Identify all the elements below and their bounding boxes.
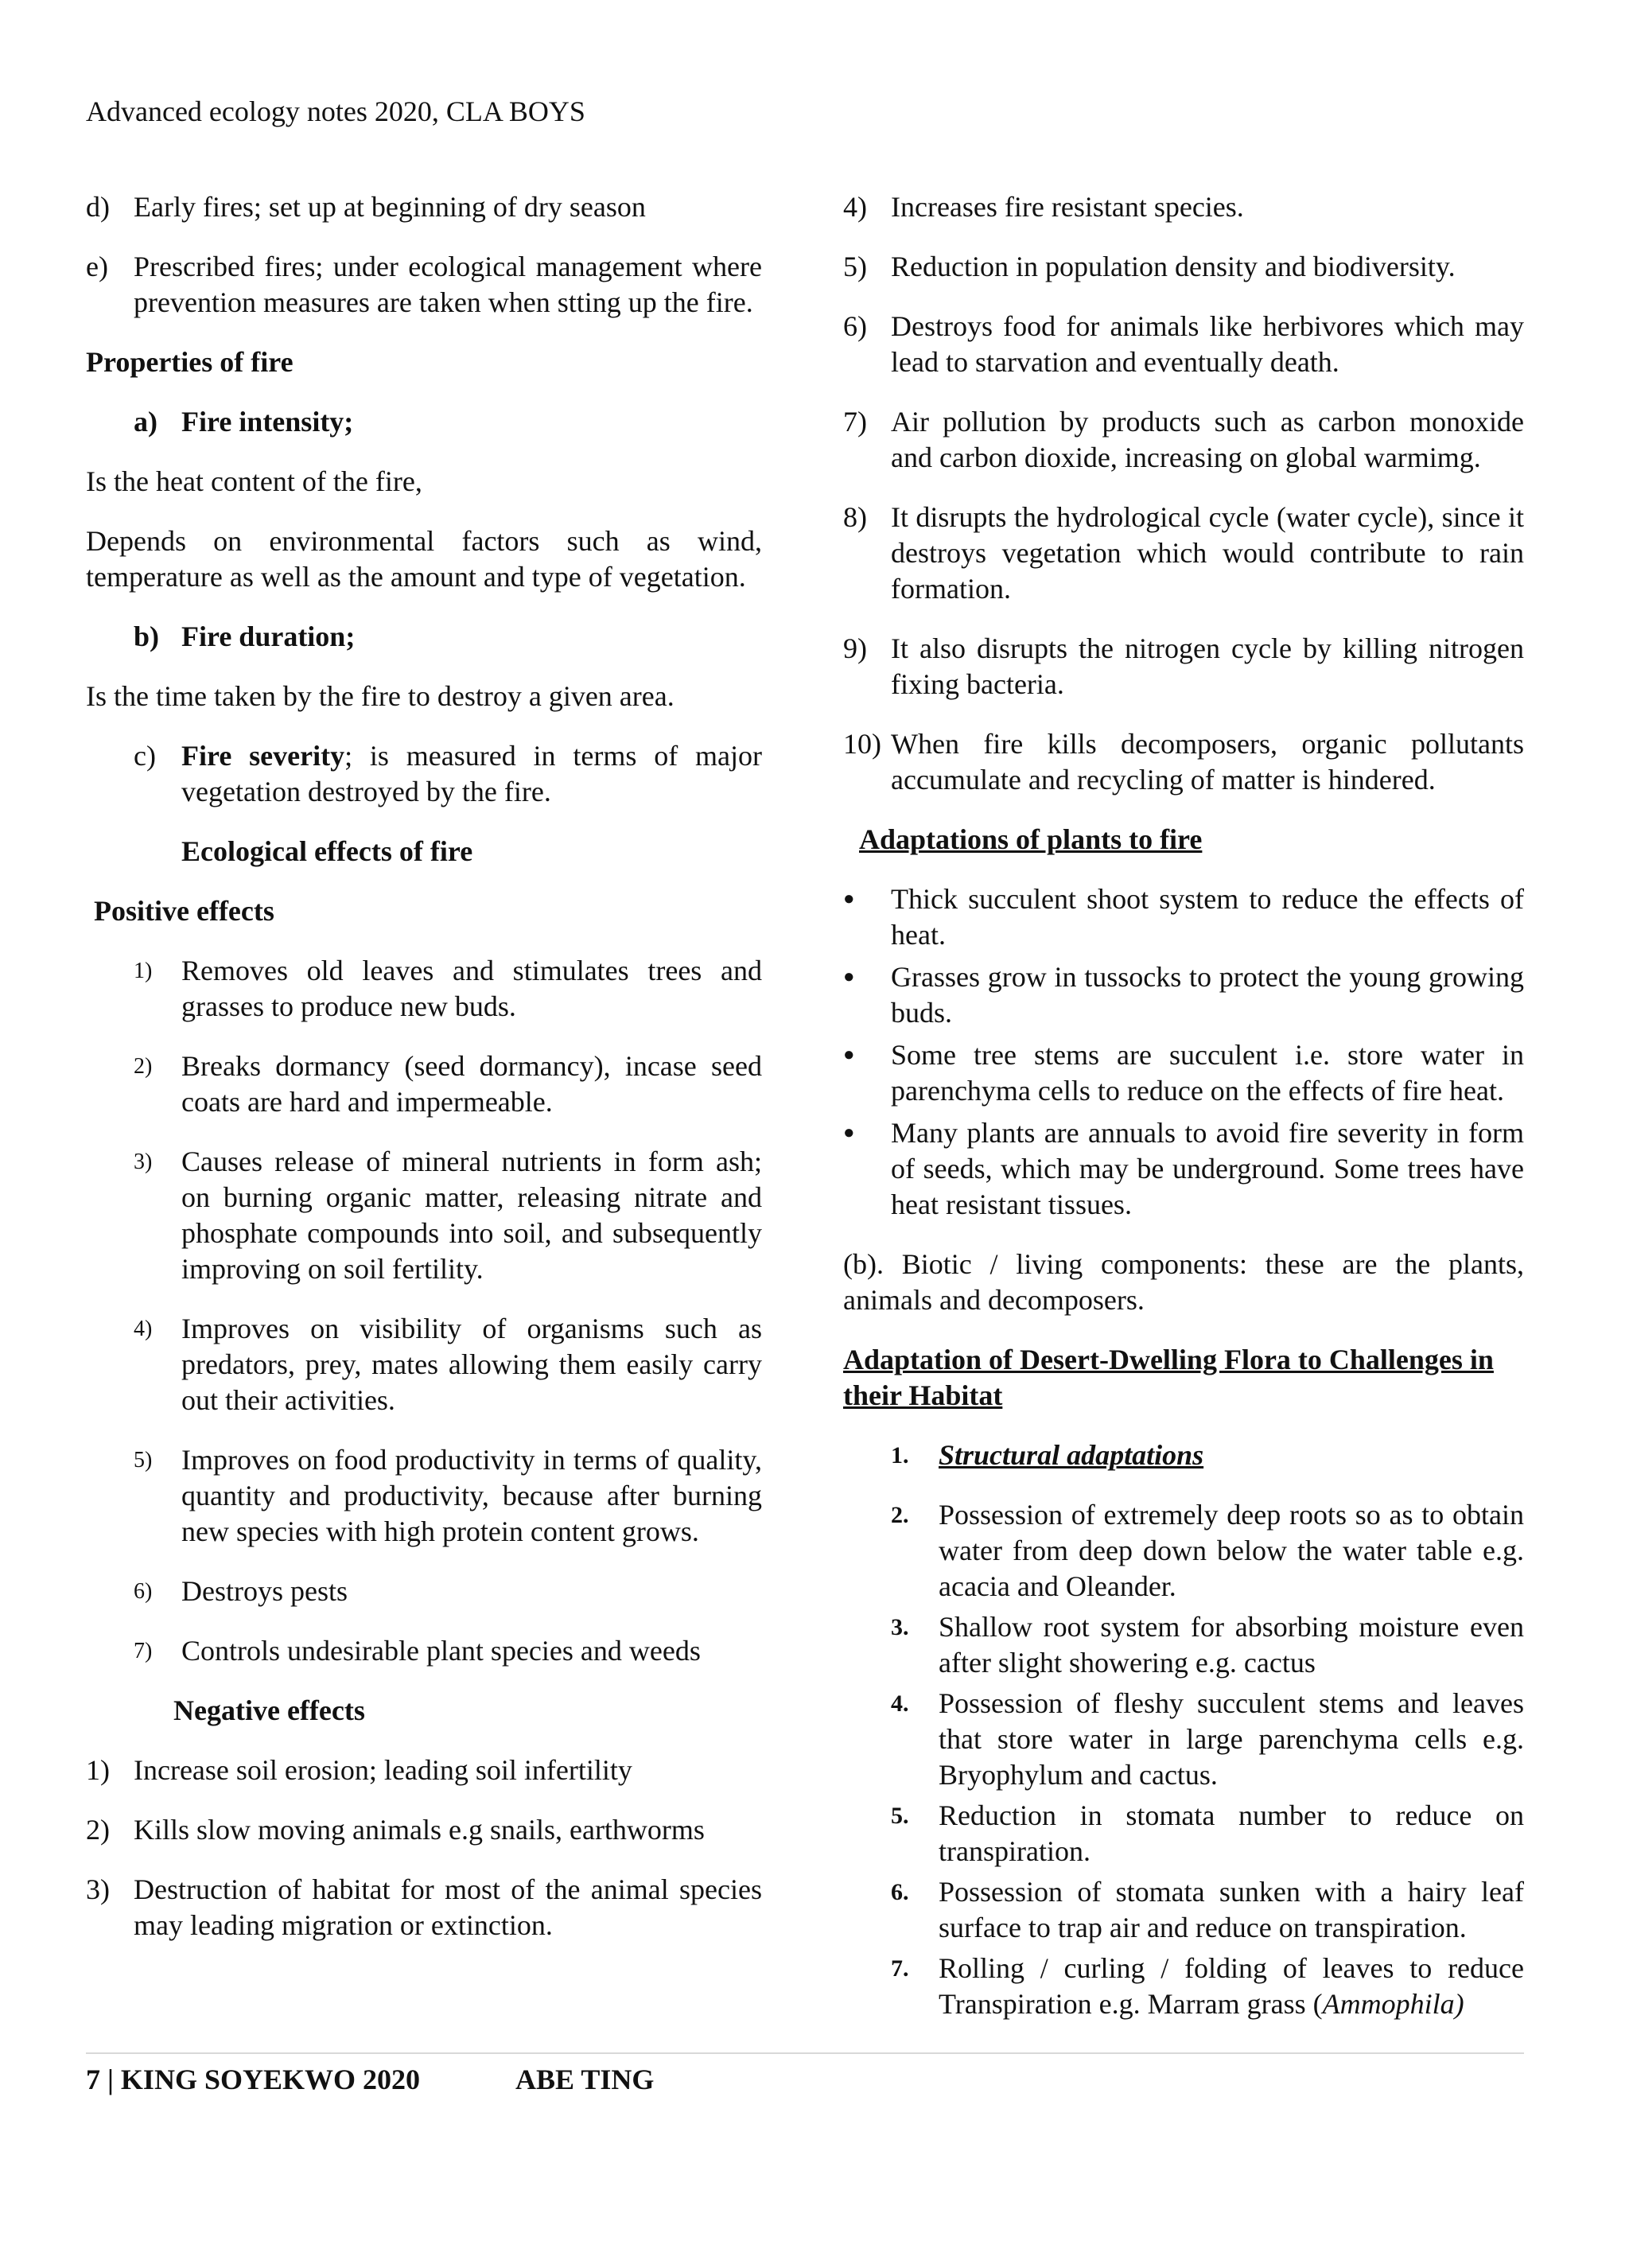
list-item: 2) Kills slow moving animals e.g snails, earthworms xyxy=(86,1814,705,1846)
definition-text: Is the heat content of the fire, xyxy=(86,465,422,497)
left-column xyxy=(86,189,762,1967)
list-item: 1. Structural adaptations xyxy=(891,1439,1204,1471)
right-column xyxy=(843,189,1524,2027)
section-heading: Positive effects xyxy=(94,895,274,927)
page-footer xyxy=(86,2062,654,2098)
list-item: d) Early fires; set up at beginning of dry season xyxy=(86,191,646,223)
list-item: 6. Possession of stomata sunken with a hairy leaf surface to trap air and reduce on transpiration. xyxy=(891,1876,1524,1943)
paragraph: (b). Biotic / living components: these are the plants, animals and decomposers. xyxy=(843,1248,1524,1316)
list-item: 3. Shallow root system for absorbing moisture even after slight showering e.g. cactus xyxy=(891,1611,1524,1679)
list-item: 5) Reduction in population density and biodiversity. xyxy=(843,251,1456,282)
section-heading: Properties of fire xyxy=(86,346,294,378)
list-item: 6) Destroys pests xyxy=(134,1575,348,1607)
bullet-item: ● Thick succulent shoot system to reduce the effects of heat. xyxy=(843,883,1524,951)
list-item: 7. Rolling / curling / folding of leaves to reduce Transpiration e.g. Marram grass (Ammophila) xyxy=(891,1952,1524,2020)
list-item: 9) It also disrupts the nitrogen cycle by killing nitrogen fixing bacteria. xyxy=(843,632,1524,700)
footer-author: ABE TING xyxy=(515,2064,655,2095)
list-item: 6) Destroys food for animals like herbivores which may lead to starvation and eventually death. xyxy=(843,310,1524,378)
list-item: 4) Improves on visibility of organisms such as predators, prey, mates allowing them easily carry out their activities. xyxy=(134,1313,762,1416)
list-item: 4) Increases fire resistant species. xyxy=(843,191,1244,223)
section-heading: Adaptations of plants to fire xyxy=(859,823,1203,855)
bullet-item: ● Some tree stems are succulent i.e. store water in parenchyma cells to reduce on the effects of fire heat. xyxy=(843,1039,1524,1107)
list-item: 1) Removes old leaves and stimulates trees and grasses to produce new buds. xyxy=(134,955,762,1022)
list-item: e) Prescribed fires; under ecological management where prevention measures are taken when stting up the fire. xyxy=(86,251,762,318)
list-item: 2) Breaks dormancy (seed dormancy), incase seed coats are hard and impermeable. xyxy=(134,1050,762,1118)
list-item: 10) When fire kills decomposers, organic pollutants accumulate and recycling of matter is hindered. xyxy=(843,728,1524,796)
list-item: 7) Air pollution by products such as carbon monoxide and carbon dioxide, increasing on global warmimg. xyxy=(843,406,1524,473)
bullet-item: ● Many plants are annuals to avoid fire severity in form of seeds, which may be underground. Some trees have heat resistant tissues. xyxy=(843,1117,1524,1220)
list-item: 7) Controls undesirable plant species and weeds xyxy=(134,1635,701,1667)
subheading: b) Fire duration; xyxy=(134,620,356,652)
footer-divider xyxy=(86,2052,1524,2054)
bullet-item: ● Grasses grow in tussocks to protect the young growing buds. xyxy=(843,961,1524,1029)
list-item: 8) It disrupts the hydrological cycle (water cycle), since it destroys vegetation which would contribute to rain formation. xyxy=(843,501,1524,605)
list-item: 4. Possession of fleshy succulent stems and leaves that store water in large parenchyma cells e.g. Bryophylum and cactus. xyxy=(891,1687,1524,1791)
section-heading: Negative effects xyxy=(173,1694,365,1726)
section-heading: Adaptation of Desert-Dwelling Flora to Challenges in their Habitat xyxy=(843,1344,1494,1411)
list-item: 2. Possession of extremely deep roots so as to obtain water from deep down below the water table e.g. acacia and Oleander. xyxy=(891,1499,1524,1602)
list-item: 1) Increase soil erosion; leading soil infertility xyxy=(86,1754,632,1786)
definition-text: Is the time taken by the fire to destroy a given area. xyxy=(86,680,675,712)
footer-page-label: 7 | KING SOYEKWO 2020 xyxy=(86,2064,420,2095)
desert-adaptations-list xyxy=(843,1437,1524,2022)
subheading: a) Fire intensity; xyxy=(134,406,354,438)
list-item: 3) Causes release of mineral nutrients in form ash; on burning organic matter, releasing nitrate and phosphate compounds into soil, and subsequently improving on soil fertility. xyxy=(134,1146,762,1285)
list-item: 5) Improves on food productivity in terms of quality, quantity and productivity, because after burning new species with high protein content grows. xyxy=(134,1444,762,1547)
list-item: 3) Destruction of habitat for most of the animal species may leading migration or extinction. xyxy=(86,1873,762,1941)
subheading: c) Fire severity; is measured in terms of major vegetation destroyed by the fire. xyxy=(134,740,763,807)
list-item: 5. Reduction in stomata number to reduce on transpiration. xyxy=(891,1799,1524,1867)
paragraph: Depends on environmental factors such as wind, temperature as well as the amount and type of vegetation. xyxy=(86,525,762,593)
page-header: Advanced ecology notes 2020, CLA BOYS xyxy=(86,95,585,127)
section-heading: Ecological effects of fire xyxy=(181,835,473,867)
